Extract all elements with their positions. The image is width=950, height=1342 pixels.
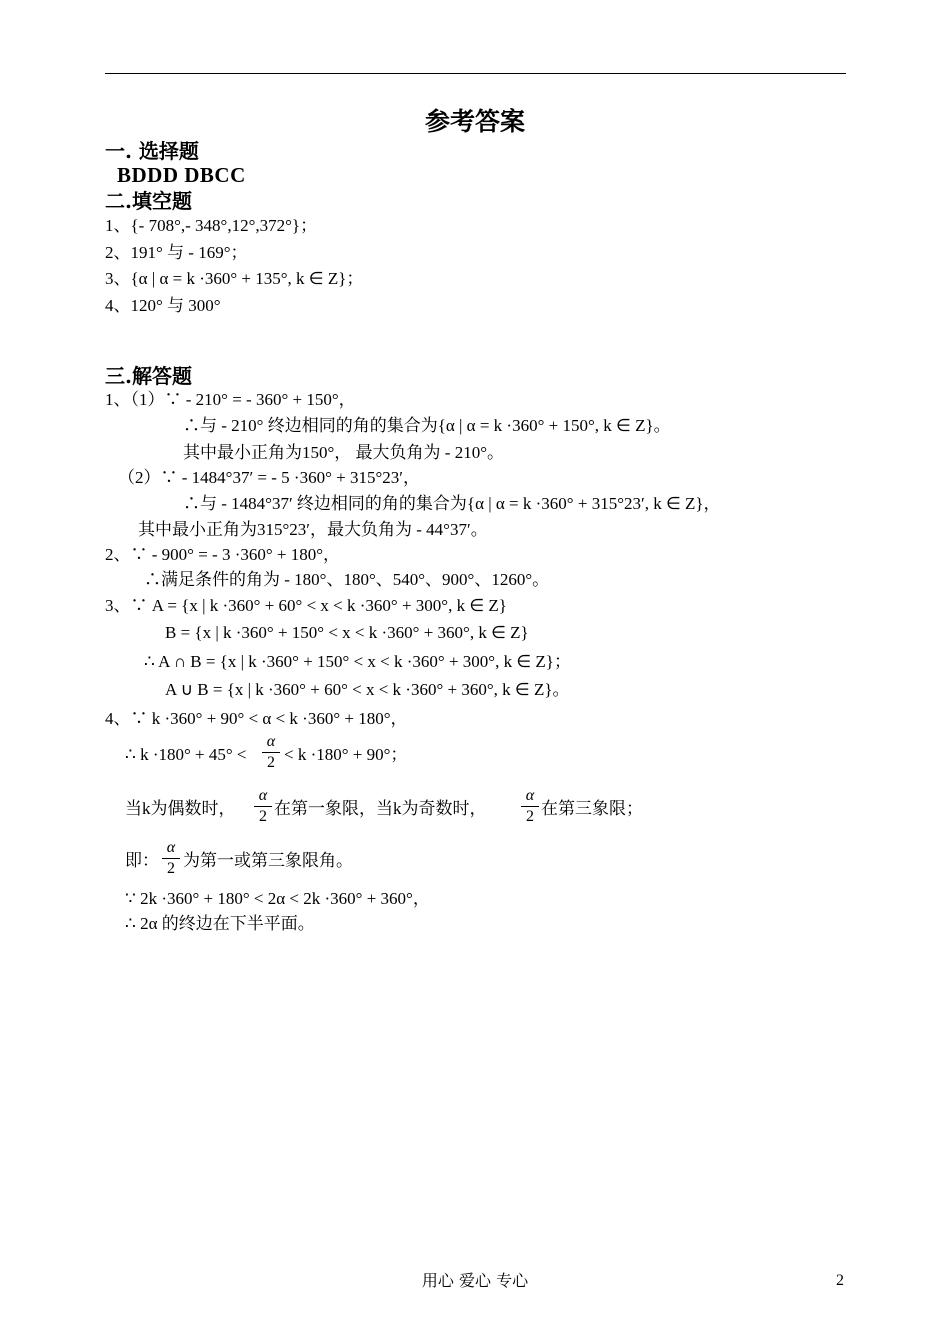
solution-4-line-2-right: < k ·180° + 90°； — [284, 745, 408, 764]
solution-1b-line-2: ∴与 - 1484°37′ 终边相同的角的集合为{α | α = k ·360° + 315°23′, k ∈ Z}， — [183, 494, 721, 513]
solution-1a-line-3: 其中最小正角为150°， 最大负角为 - 210°。 — [183, 443, 505, 462]
solution-4-line-3-a: 当k为偶数时， — [125, 799, 236, 818]
page-number: 2 — [836, 1272, 844, 1289]
choice-answers: BDDD DBCC — [117, 163, 246, 187]
fill-answer-1: 1、{- 708°,- 348°,12°,372°}； — [105, 216, 318, 235]
footer-motto: 用心 爱心 专心 — [421, 1271, 529, 1290]
solution-4-line-5: ∵ 2k ·360° + 180° < 2α < 2k ·360° + 360°， — [125, 889, 430, 908]
fraction-alpha-over-2: α 2 — [162, 839, 180, 878]
solution-3-line-2: B = {x | k ·360° + 150° < x < k ·360° + 360°, k ∈ Z} — [165, 623, 529, 642]
solution-4-line-4-a: 即： — [125, 851, 159, 870]
solution-4-line-3-c: 在第三象限； — [541, 799, 643, 818]
page-title: 参考答案 — [424, 107, 525, 136]
solution-3-line-1: 3、∵ A = {x | k ·360° + 60° < x < k ·360° + 300°, k ∈ Z} — [105, 596, 507, 615]
section-heading-choice: 一. 选择题 — [105, 139, 199, 163]
fraction-alpha-over-2: α 2 — [521, 787, 539, 826]
header-rule — [105, 73, 846, 74]
solution-2-line-2: ∴满足条件的角为 - 180°、180°、540°、900°、1260°。 — [144, 570, 550, 589]
solution-4-line-4-b: 为第一或第三象限角。 — [183, 851, 353, 870]
solution-1b-line-3: 其中最小正角为315°23′，最大负角为 - 44°37′。 — [138, 520, 488, 539]
section-heading-solve: 三.解答题 — [105, 364, 192, 388]
fill-answer-2: 2、191° 与 - 169°； — [105, 243, 248, 262]
solution-2-line-1: 2、∵ - 900° = - 3 ·360° + 180°， — [105, 545, 341, 564]
fraction-alpha-over-2: α 2 — [254, 787, 272, 826]
solution-4-line-6: ∴ 2α 的终边在下半平面。 — [125, 914, 315, 933]
solution-3-line-4: A ∪ B = {x | k ·360° + 60° < x < k ·360° + 360°, k ∈ Z}。 — [165, 680, 570, 699]
fill-answer-3: 3、{α | α = k ·360° + 135°, k ∈ Z}； — [105, 269, 364, 288]
section-heading-fill: 二.填空题 — [105, 189, 192, 213]
fraction-alpha-over-2: α 2 — [262, 733, 280, 772]
solution-1a-line-2: ∴与 - 210° 终边相同的角的集合为{α | α = k ·360° + 150°, k ∈ Z}。 — [183, 416, 671, 435]
solution-4-line-1: 4、∵ k ·360° + 90° < α < k ·360° + 180°， — [105, 709, 408, 728]
fill-answer-4: 4、120° 与 300° — [105, 296, 221, 315]
solution-3-line-3: ∴ A ∩ B = {x | k ·360° + 150° < x < k ·360° + 300°, k ∈ Z}； — [144, 652, 571, 671]
solution-4-line-3-b: 在第一象限，当k为奇数时， — [274, 799, 487, 818]
solution-4-line-2-left: ∴ k ·180° + 45° < — [125, 745, 247, 764]
solution-1a-line-1: 1、（1）∵ - 210° = - 360° + 150°， — [105, 390, 356, 409]
solution-1b-line-1: （2）∵ - 1484°37′ = - 5 ·360° + 315°23′， — [118, 468, 420, 487]
